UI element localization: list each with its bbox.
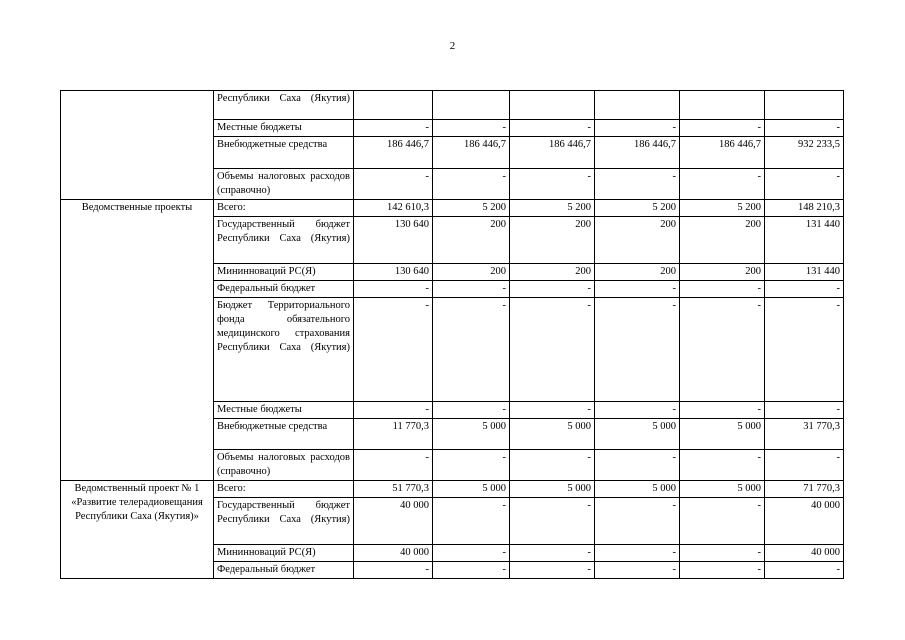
value-cell: - [354, 450, 433, 481]
value-cell: - [354, 120, 433, 137]
value-cell: 200 [510, 264, 595, 281]
value-cell: 186 446,7 [433, 137, 510, 169]
value-cell: - [354, 281, 433, 298]
value-cell: - [765, 169, 844, 200]
value-cell: - [433, 562, 510, 579]
row-label: Мининноваций РС(Я) [214, 545, 354, 562]
value-cell: - [433, 498, 510, 545]
value-cell: 5 000 [680, 419, 765, 450]
value-cell: 51 770,3 [354, 481, 433, 498]
row-label: Бюджет Территориального фонда обязательного медицинского страхования Республики Саха (Якутия) [214, 298, 354, 402]
value-cell: - [765, 298, 844, 402]
row-label: Всего: [214, 481, 354, 498]
value-cell: 142 610,3 [354, 200, 433, 217]
table-row [61, 91, 844, 120]
budget-table [60, 90, 844, 579]
value-cell: 71 770,3 [765, 481, 844, 498]
value-cell: 200 [680, 217, 765, 264]
value-cell: - [354, 298, 433, 402]
value-cell [354, 91, 433, 120]
value-cell: - [433, 402, 510, 419]
value-cell: - [510, 169, 595, 200]
value-cell: 40 000 [354, 498, 433, 545]
row-label: Республики Саха (Якутия) [214, 91, 354, 120]
value-cell: - [595, 498, 680, 545]
row-label: Мининноваций РС(Я) [214, 264, 354, 281]
value-cell: 186 446,7 [510, 137, 595, 169]
value-cell: - [595, 562, 680, 579]
value-cell [595, 91, 680, 120]
table-row [61, 481, 844, 498]
value-cell: - [595, 281, 680, 298]
value-cell [765, 91, 844, 120]
value-cell: - [510, 281, 595, 298]
value-cell: 932 233,5 [765, 137, 844, 169]
value-cell: 11 770,3 [354, 419, 433, 450]
value-cell: - [765, 402, 844, 419]
value-cell: 148 210,3 [765, 200, 844, 217]
value-cell: 200 [595, 264, 680, 281]
value-cell: 131 440 [765, 264, 844, 281]
value-cell: 5 200 [510, 200, 595, 217]
value-cell: 5 200 [680, 200, 765, 217]
value-cell: 131 440 [765, 217, 844, 264]
row-label: Государственный бюджет Республики Саха (Якутия) [214, 217, 354, 264]
value-cell: - [510, 298, 595, 402]
value-cell: 5 000 [595, 419, 680, 450]
value-cell: - [765, 281, 844, 298]
value-cell: 40 000 [354, 545, 433, 562]
value-cell: - [433, 169, 510, 200]
value-cell: 5 200 [595, 200, 680, 217]
section-group-label: Ведомственные проекты [61, 200, 214, 481]
value-cell: - [595, 120, 680, 137]
value-cell: - [765, 450, 844, 481]
value-cell [433, 91, 510, 120]
value-cell: 5 000 [433, 481, 510, 498]
value-cell: 130 640 [354, 217, 433, 264]
value-cell: 200 [433, 217, 510, 264]
row-label: Объемы налоговых расходов (справочно) [214, 169, 354, 200]
section-group-label: Ведомственный проект № 1 «Развитие телерадиовещания Республики Саха (Якутия)» [61, 481, 214, 579]
value-cell: - [595, 298, 680, 402]
value-cell: - [595, 450, 680, 481]
value-cell: 5 000 [680, 481, 765, 498]
row-label: Внебюджетные средства [214, 137, 354, 169]
value-cell: - [510, 450, 595, 481]
value-cell: 5 000 [510, 481, 595, 498]
value-cell: - [680, 545, 765, 562]
value-cell: 40 000 [765, 498, 844, 545]
value-cell: 186 446,7 [680, 137, 765, 169]
value-cell: 5 000 [595, 481, 680, 498]
value-cell: - [765, 562, 844, 579]
value-cell: - [680, 120, 765, 137]
value-cell: 186 446,7 [595, 137, 680, 169]
value-cell: - [354, 402, 433, 419]
value-cell: - [680, 450, 765, 481]
value-cell: - [680, 298, 765, 402]
row-label: Федеральный бюджет [214, 562, 354, 579]
section-group-label [61, 91, 214, 200]
value-cell: 5 000 [510, 419, 595, 450]
value-cell [510, 91, 595, 120]
value-cell: - [510, 498, 595, 545]
row-label: Местные бюджеты [214, 402, 354, 419]
page-number: 2 [449, 40, 456, 52]
value-cell: - [433, 120, 510, 137]
value-cell: - [510, 402, 595, 419]
value-cell: 200 [510, 217, 595, 264]
value-cell: - [680, 402, 765, 419]
value-cell: - [510, 545, 595, 562]
value-cell: 200 [680, 264, 765, 281]
row-label: Всего: [214, 200, 354, 217]
value-cell: - [680, 169, 765, 200]
value-cell: - [765, 120, 844, 137]
value-cell: 200 [433, 264, 510, 281]
value-cell [680, 91, 765, 120]
row-label: Федеральный бюджет [214, 281, 354, 298]
value-cell: - [510, 562, 595, 579]
value-cell: - [510, 120, 595, 137]
value-cell: - [433, 545, 510, 562]
value-cell: 40 000 [765, 545, 844, 562]
value-cell: - [354, 562, 433, 579]
table-row [61, 200, 844, 217]
row-label: Местные бюджеты [214, 120, 354, 137]
value-cell: 5 000 [433, 419, 510, 450]
row-label: Объемы налоговых расходов (справочно) [214, 450, 354, 481]
value-cell: 31 770,3 [765, 419, 844, 450]
value-cell: - [680, 562, 765, 579]
value-cell: - [354, 169, 433, 200]
value-cell: - [433, 298, 510, 402]
value-cell: - [680, 281, 765, 298]
value-cell: - [433, 450, 510, 481]
value-cell: - [433, 281, 510, 298]
value-cell: 130 640 [354, 264, 433, 281]
value-cell: - [680, 498, 765, 545]
row-label: Государственный бюджет Республики Саха (Якутия) [214, 498, 354, 545]
value-cell: - [595, 402, 680, 419]
value-cell: 5 200 [433, 200, 510, 217]
value-cell: - [595, 545, 680, 562]
row-label: Внебюджетные средства [214, 419, 354, 450]
value-cell: 200 [595, 217, 680, 264]
value-cell: - [595, 169, 680, 200]
value-cell: 186 446,7 [354, 137, 433, 169]
